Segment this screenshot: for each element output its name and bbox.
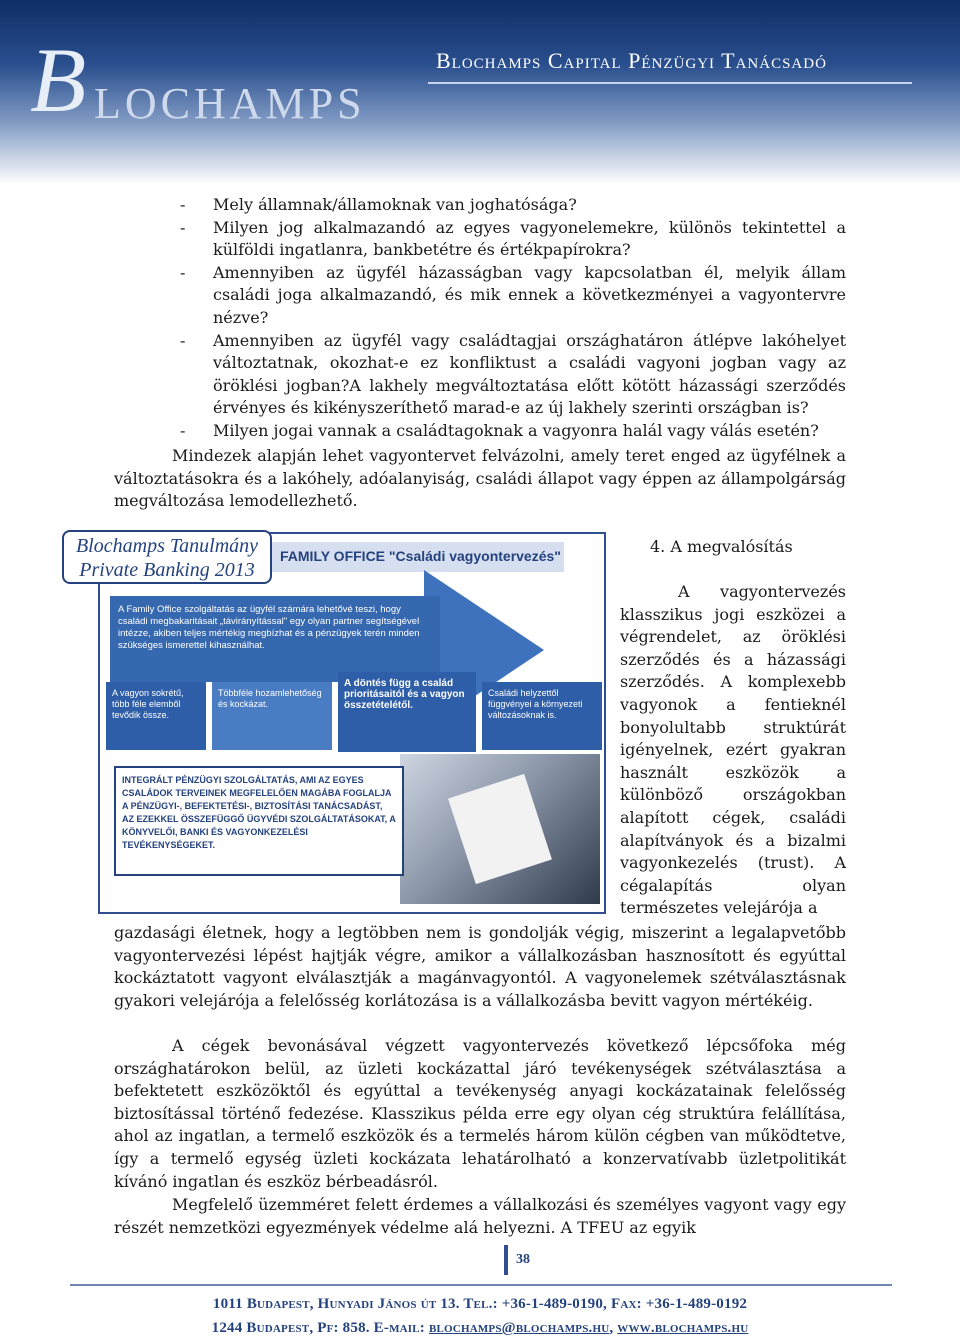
companies-paragraph: A cégek bevonásával végzett vagyontervezés következő lépcsőfoka még országhatárokon belül, az üzleti kockázattal járó tevékenységek szétválasztása a befektetett eszközöktől és egyúttal a tevékenység anyagi kockázatainak felelősség biztosítással történő fedezése. Klasszikus példa erre egy olyan cég struktúra felállítása, ahol az ingatlan, a termelő eszközök és a termelés három külön cégben van működtetve, így a termelő egység üzleti kockázata lehatárolható a konzervatívabb üzletpolitikát kívánó ingatlan és eszköz bérbeadásról. xyxy=(114,1036,846,1191)
footer-contact-prefix: 1244 Budapest, Pf: 858. E-mail: xyxy=(211,1320,429,1336)
page-header xyxy=(0,0,960,185)
stamp-line-2: Private Banking 2013 xyxy=(79,559,255,581)
logo-wordmark: LOCHAMPS xyxy=(94,79,366,128)
company-name: Blochamps Capital Pénzügyi Tanácsadó xyxy=(436,48,827,73)
footer-email-link[interactable]: blochamps@blochamps.hu xyxy=(428,1320,610,1336)
list-item-text: Milyen jog alkalmazandó az egyes vagyonelemekre, különös tekintettel a külföldi ingatlanra, bankbetétre és értékpapírokra? xyxy=(213,217,846,260)
family-office-figure xyxy=(98,532,606,914)
list-item xyxy=(180,330,846,420)
footer-contact xyxy=(0,1320,960,1337)
page-number-bar xyxy=(504,1245,508,1275)
figure-box-risk: Többféle hozamlehetőség és kockázat. xyxy=(212,682,332,750)
list-dash: - xyxy=(180,217,186,237)
logo-initial: B xyxy=(30,29,87,131)
side-column-text: A vagyontervezés klasszikus jogi eszközei a végrendelet, az öröklési szerződés és a házassági szerződés. A komplexebb vagyonok a fentieknél bonyolultabb struktúrát igényelnek, ezért gyakran használt eszközök a különböző országokban alapított cégek, családi alapítványok és a bizalmi vagyonkezelés (trust). A cégalapítás olyan természetes velejárója a xyxy=(620,582,846,918)
list-item-text: Amennyiben az ügyfél házasságban vagy kapcsolatban él, melyik állam családi joga alkalmazandó, és mik ennek a következményei a vagyontervre nézve? xyxy=(213,262,846,327)
list-dash: - xyxy=(180,262,186,282)
list-dash: - xyxy=(180,330,186,350)
section-heading: 4. A megvalósítás xyxy=(650,537,793,556)
blochamps-logo xyxy=(30,29,410,132)
footer-divider xyxy=(70,1284,892,1286)
list-dash: - xyxy=(180,420,186,440)
figure-box-composition: A vagyon sokrétű, több féle elemből tevődik össze. xyxy=(106,682,206,750)
list-item xyxy=(180,262,846,330)
study-stamp xyxy=(62,530,272,584)
list-item-text: Mely államnak/államoknak van joghatósága? xyxy=(213,195,577,214)
figure-box-environment: Családi helyzettől függvényei a környezeti változásoknak is. xyxy=(482,682,602,750)
stamp-line-1: Blochamps Tanulmány xyxy=(75,535,259,557)
list-item xyxy=(180,420,846,443)
question-list xyxy=(180,194,846,443)
list-dash: - xyxy=(180,195,186,214)
list-item xyxy=(180,194,846,217)
figure-services-box: INTEGRÁLT PÉNZÜGYI SZOLGÁLTATÁS, AMI AZ EGYES CSALÁDOK TERVEINEK MEGFELELŐEN MAGÁBA FOGLALJA A PÉNZÜGYI-, BEFEKTETÉSI-, BIZTOSÍTÁSI TANÁCSADÁST, AZ EZEKKEL ÖSSZEFÜGGŐ ÜGYVÉDI SZOLGÁLTATÁSOKAT, A KÖNYVELŐI, BANKI ÉS VAGYONKEZELÉSI TEVÉKENYSÉGEKET. xyxy=(114,766,404,876)
footer-address: 1011 Budapest, Hunyadi János út 13. Tel.: +36-1-489-0190, Fax: +36-1-489-0192 xyxy=(212,1296,748,1312)
list-item-text: Amennyiben az ügyfél vagy családtagjai országhatáron átlépve lakóhelyet változtatnak, okozhat-e ez konfliktust a családi vagyoni jogban vagy az öröklési jogban?A lakhely megváltoztatása előtt kötött házassági szerződés érvényes és kikényszeríthető marad-e az új lakhely szerinti országban is? xyxy=(213,330,846,418)
header-divider xyxy=(428,82,912,84)
summary-paragraph: Mindezek alapján lehet vagyontervet felvázolni, amely teret enged az ügyfélnek a változtatásokra és a lakóhely, adóalanyiság, családi állapot vagy éppen az állampolgárság megváltozása lemodellezhető. xyxy=(114,446,846,511)
footer-separator: , xyxy=(609,1320,618,1336)
footer-web-link[interactable]: www.blochamps.hu xyxy=(617,1320,749,1336)
page-number: 38 xyxy=(516,1252,530,1267)
figure-intro-box: A Family Office szolgáltatás az ügyfél számára lehetővé teszi, hogy családi megbakaritásait „távirányítással" egy olyan partner segítségével intézze, akiben teljes mértékig megbízhat és a pénzügyek terén minden szükséges ismerettel kihasználhat. xyxy=(110,596,440,682)
figure-box-decision: A döntés függ a család prioritásaitól és a vagyon összetételétől. xyxy=(338,672,476,752)
treaty-paragraph: Megfelelő üzemméret felett érdemes a vállalkozási és személyes vagyont vagy egy részét nemzetközi egyezmények védelme alá helyezni. A TFEU az egyik xyxy=(114,1195,846,1237)
list-item-text: Milyen jogai vannak a családtagoknak a vagyonra halál vagy válás esetén? xyxy=(213,420,819,440)
figure-title: FAMILY OFFICE "Családi vagyontervezés" xyxy=(280,548,561,564)
continuation-paragraph: gazdasági életnek, hogy a legtöbben nem is gondolják végig, miszerint a legalapvetőbb vagyontervezési lépést hajtják végre, amikor a vállalkozásban hasznosított és egyúttal kockáztatott vagyont elválasztják a magánvagyontól. A vagyonelemek szétválasztásnak gyakori velejárója a felelősség korlátozása is a vállalkozásba bevitt vagyon mértékéig. xyxy=(114,923,846,1010)
list-item xyxy=(180,217,846,262)
